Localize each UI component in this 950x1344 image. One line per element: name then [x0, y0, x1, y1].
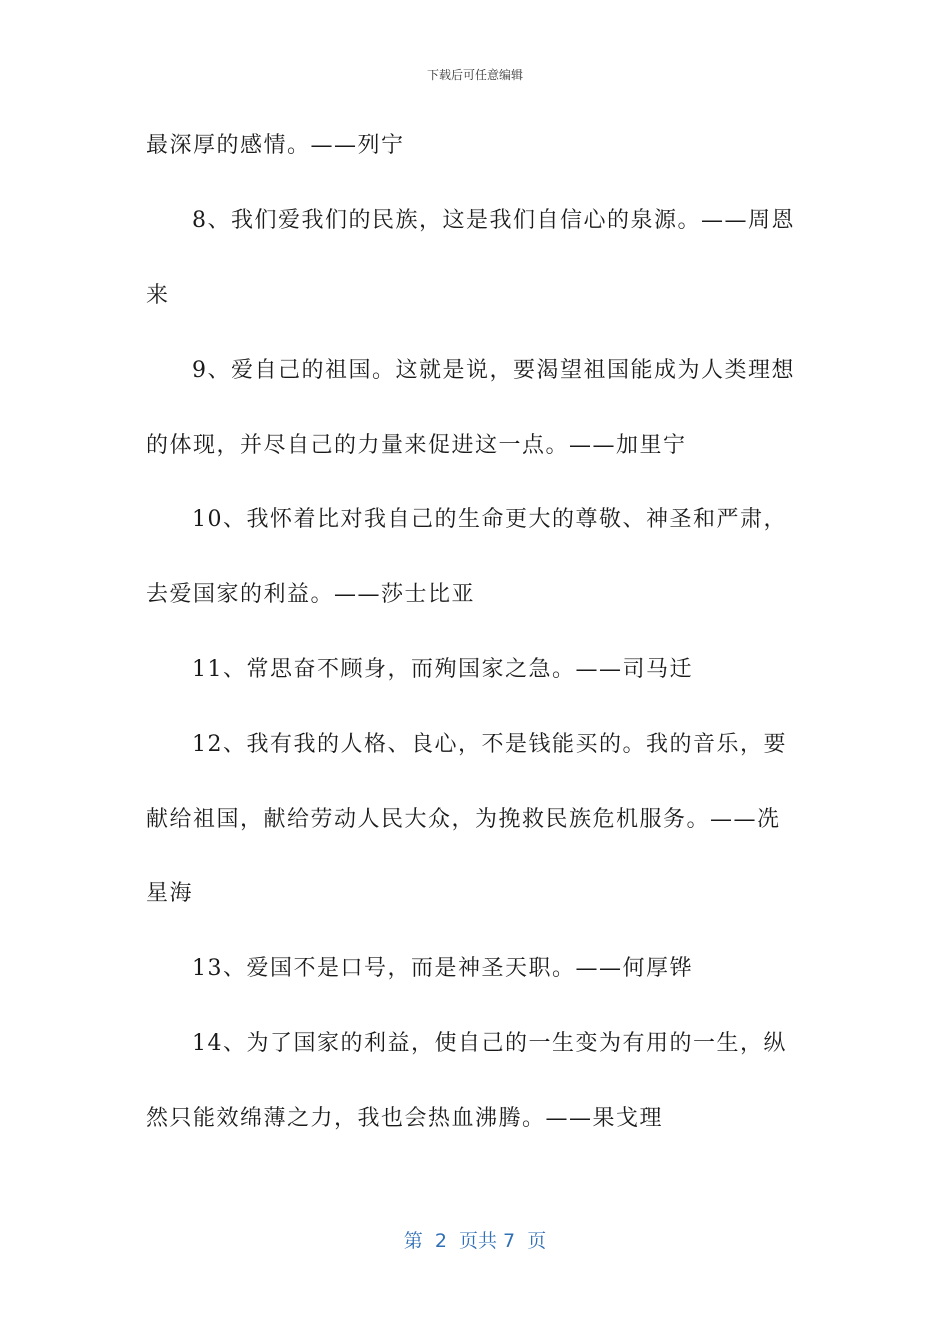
quote-10-line-1: 10、我怀着比对我自己的生命更大的尊敬、神圣和严肃，: [192, 507, 787, 532]
quote-9-line-1: 9、爱自己的祖国。这就是说，要渴望祖国能成为人类理想: [192, 358, 795, 383]
quote-10-line-2: 去爱国家的利益。——莎士比亚: [146, 582, 476, 607]
page-number-footer: 第 2 页共 7 页: [403, 1230, 547, 1252]
quote-9-line-2: 的体现，并尽自己的力量来促进这一点。——加里宁: [146, 433, 687, 458]
quote-12-line-3: 星海: [146, 881, 194, 906]
quote-14-line-2: 然只能效绵薄之力，我也会热血沸腾。——果戈理: [146, 1106, 664, 1131]
body-line: 最深厚的感情。——列宁: [146, 133, 405, 158]
header-note: 下载后可任意编辑: [426, 68, 523, 82]
quote-12-line-2: 献给祖国，献给劳动人民大众，为挽救民族危机服务。——冼: [146, 807, 781, 832]
quote-8-line-1: 8、我们爱我们的民族，这是我们自信心的泉源。——周恩: [192, 208, 795, 233]
quote-11-line-1: 11、常思奋不顾身，而殉国家之急。——司马迁: [192, 657, 693, 682]
quote-8-line-2: 来: [146, 283, 170, 308]
quote-14-line-1: 14、为了国家的利益，使自己的一生变为有用的一生，纵: [192, 1031, 787, 1056]
quote-12-line-1: 12、我有我的人格、良心，不是钱能买的。我的音乐，要: [192, 732, 787, 757]
quote-13-line-1: 13、爱国不是口号，而是神圣天职。——何厚铧: [192, 956, 693, 981]
